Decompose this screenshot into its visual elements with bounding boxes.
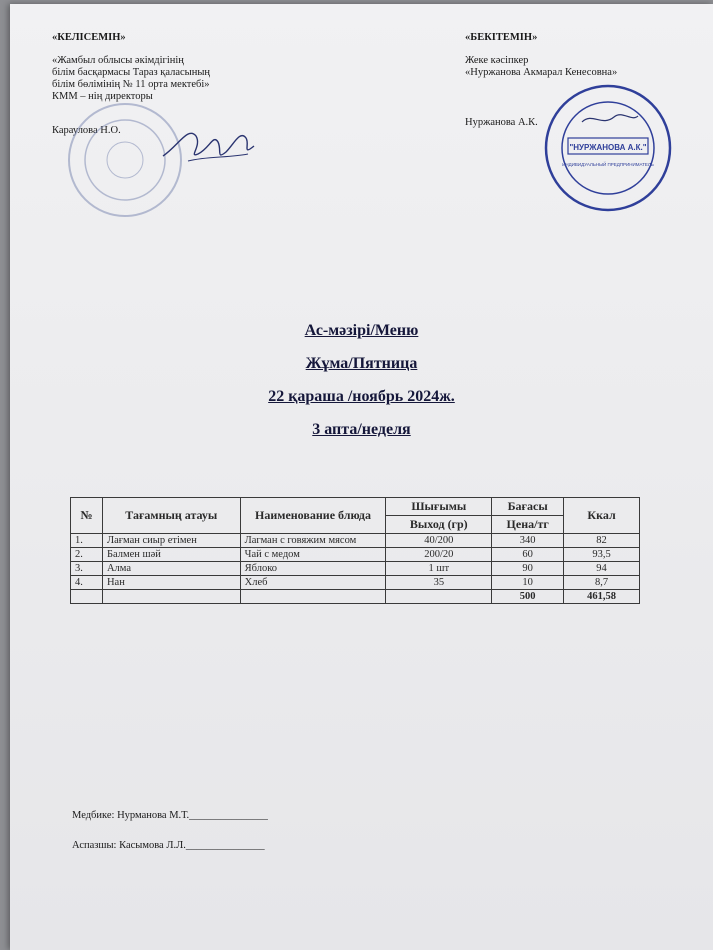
- cell-price: 90: [492, 562, 564, 576]
- header-price-ru: Цена/тг: [492, 516, 564, 534]
- cell-empty: [386, 590, 492, 604]
- cell-kcal: 93,5: [564, 548, 640, 562]
- stamp-sub-text: ИНДИВИДУАЛЬНЫЙ ПРЕДПРИНИМАТЕЛЬ: [562, 162, 654, 167]
- approval-left-signer: Караулова Н.О.: [52, 125, 121, 136]
- menu-table: [70, 497, 640, 604]
- cell-price: 60: [492, 548, 564, 562]
- week-title: 3 апта/неделя: [312, 421, 411, 438]
- stamp-center-text: "НУРЖАНОВА А.К.": [569, 143, 647, 152]
- approval-left-line: «Жамбыл облысы әкімдігінің: [52, 55, 184, 66]
- cell-name-ru: Чай с медом: [240, 548, 386, 562]
- cell-yield: 200/20: [386, 548, 492, 562]
- table-row: [71, 548, 640, 562]
- approval-left-line: білім бөлімінің № 11 орта мектебі»: [52, 79, 210, 90]
- header-price-kz: Бағасы: [492, 498, 564, 516]
- header-kcal: Ккал: [564, 498, 640, 534]
- table-total-row: [71, 590, 640, 604]
- cell-name-kz: Лағман сиыр етімен: [102, 534, 240, 548]
- header-yield-ru: Выход (гр): [386, 516, 492, 534]
- cell-empty: [102, 590, 240, 604]
- approval-right-heading: «БЕКІТЕМІН»: [465, 32, 538, 43]
- approval-left-line: КММ – нің директоры: [52, 91, 153, 102]
- cook-signature-line: Аспазшы: Касымова Л.Л._______________: [72, 840, 265, 851]
- cell-num: 4.: [71, 576, 103, 590]
- approval-right-line: «Нуржанова Акмарал Кенесовна»: [465, 67, 618, 78]
- cell-name-ru: Яблоко: [240, 562, 386, 576]
- total-price: 500: [492, 590, 564, 604]
- cell-empty: [240, 590, 386, 604]
- cell-yield: 1 шт: [386, 562, 492, 576]
- date-title: 22 қараша /ноябрь 2024ж.: [268, 388, 455, 405]
- header-name-kz: Тағамның атауы: [102, 498, 240, 534]
- cell-yield: 35: [386, 576, 492, 590]
- cell-kcal: 8,7: [564, 576, 640, 590]
- cell-name-ru: Лагман с говяжим мясом: [240, 534, 386, 548]
- approval-left-heading: «КЕЛІСЕМІН»: [52, 32, 126, 43]
- cell-num: 1.: [71, 534, 103, 548]
- cell-name-kz: Нан: [102, 576, 240, 590]
- signature-left: [158, 116, 258, 171]
- cell-num: 2.: [71, 548, 103, 562]
- table-row: [71, 534, 640, 548]
- approval-left-line: білім басқармасы Тараз қаласының: [52, 67, 211, 78]
- total-kcal: 461,58: [564, 590, 640, 604]
- header-num: №: [71, 498, 103, 534]
- document-page: [10, 4, 713, 950]
- approval-right-line: Жеке кәсіпкер: [465, 55, 529, 66]
- table-header-row: [71, 498, 640, 516]
- cell-kcal: 94: [564, 562, 640, 576]
- table-row: [71, 562, 640, 576]
- cell-price: 340: [492, 534, 564, 548]
- document-titles: [10, 322, 713, 454]
- menu-title: Ас-мәзірі/Меню: [304, 322, 419, 339]
- cell-name-ru: Хлеб: [240, 576, 386, 590]
- cell-num: 3.: [71, 562, 103, 576]
- day-title: Жұма/Пятница: [305, 355, 418, 372]
- cell-name-kz: Балмен шәй: [102, 548, 240, 562]
- seal-stamp: [542, 82, 674, 214]
- cell-empty: [71, 590, 103, 604]
- cell-kcal: 82: [564, 534, 640, 548]
- header-name-ru: Наименование блюда: [240, 498, 386, 534]
- cell-name-kz: Алма: [102, 562, 240, 576]
- approval-right-signer: Нуржанова А.К.: [465, 117, 538, 128]
- cell-price: 10: [492, 576, 564, 590]
- cell-yield: 40/200: [386, 534, 492, 548]
- header-yield-kz: Шығымы: [386, 498, 492, 516]
- nurse-signature-line: Медбике: Нурманова М.Т._______________: [72, 810, 268, 821]
- table-row: [71, 576, 640, 590]
